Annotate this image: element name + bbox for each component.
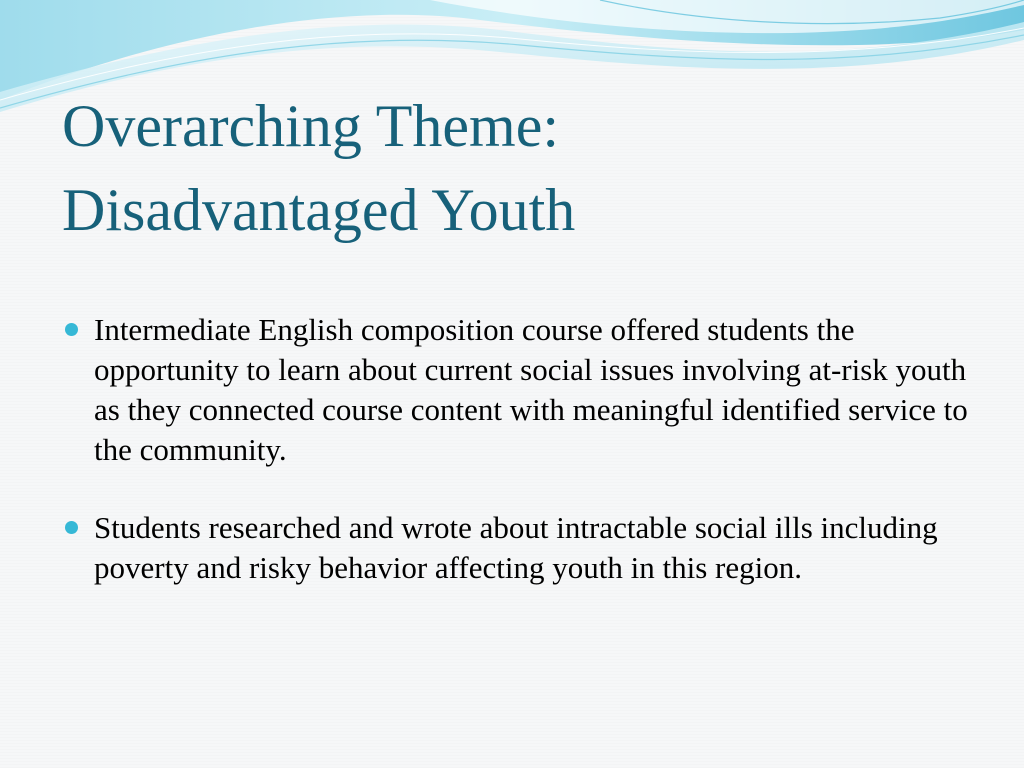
bullet-item bbox=[62, 310, 982, 470]
title-line-1: Overarching Theme: bbox=[62, 93, 560, 159]
bullet-text: Students researched and wrote about intractable social ills including poverty and risky behavior affecting youth in this region. bbox=[94, 510, 938, 585]
bullet-dot-icon bbox=[65, 323, 78, 336]
bullet-list bbox=[62, 310, 982, 588]
bullet-dot-icon bbox=[65, 521, 78, 534]
title-line-2: Disadvantaged Youth bbox=[62, 177, 576, 243]
bullet-item bbox=[62, 508, 982, 588]
bullet-text: Intermediate English composition course offered students the opportunity to learn about current social issues involving at-risk youth as they connected course content with meaningful identified service to the community. bbox=[94, 312, 968, 467]
slide-title bbox=[62, 84, 962, 252]
